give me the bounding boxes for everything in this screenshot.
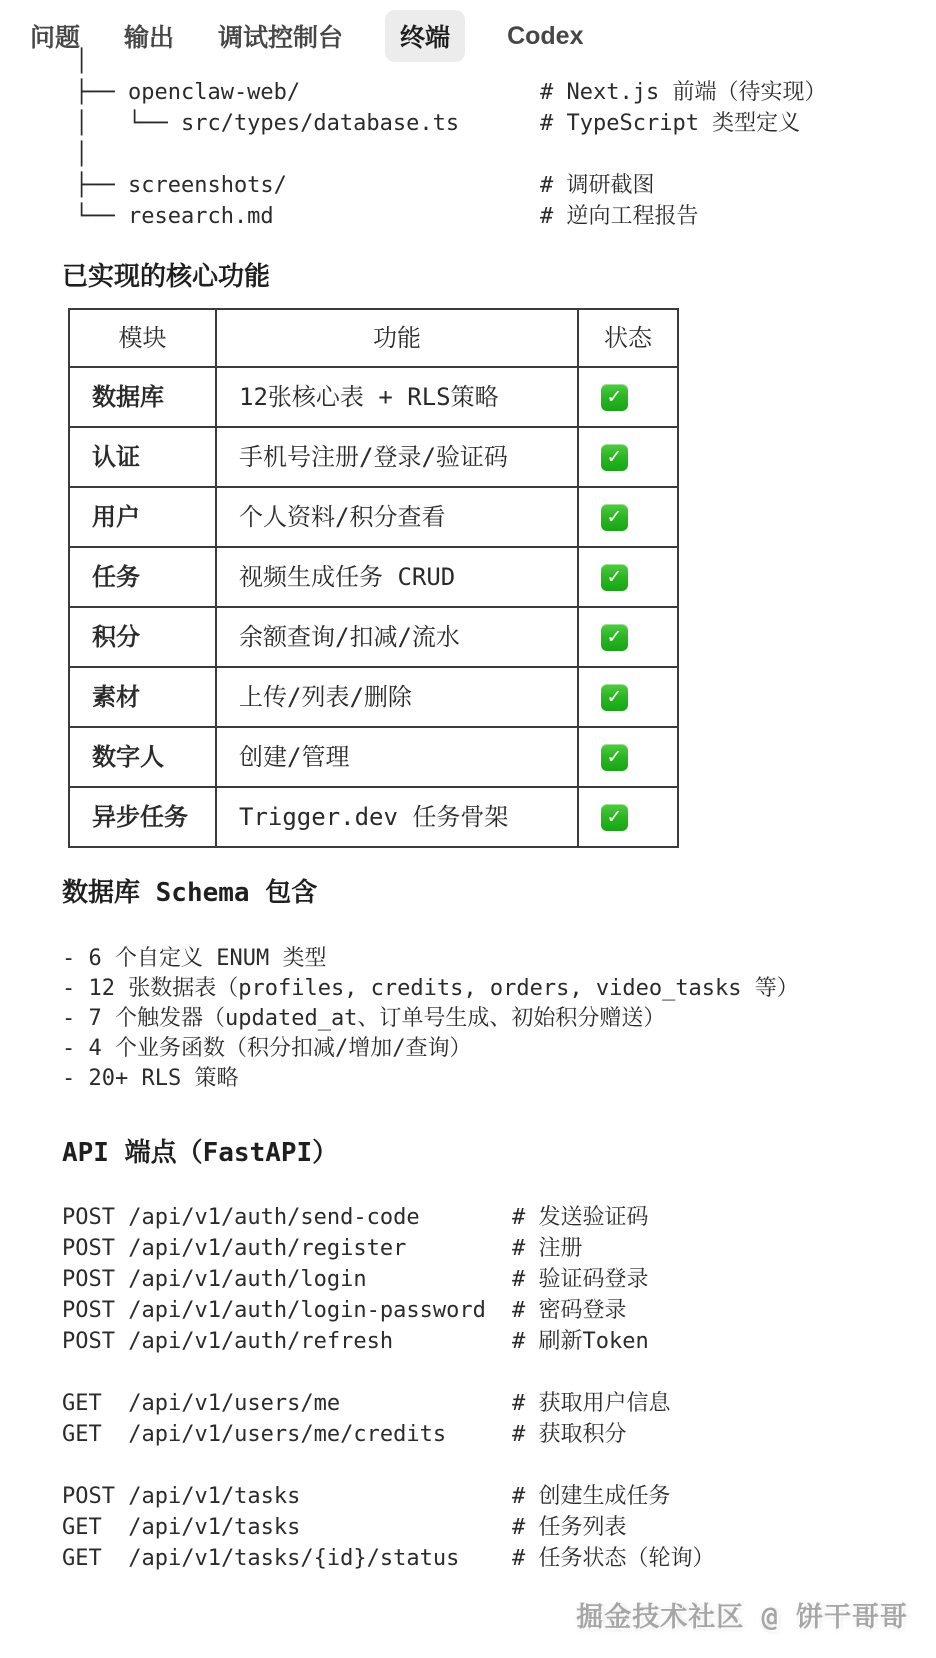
green-check-icon: ✓ xyxy=(601,384,628,411)
tab-debug-console[interactable]: 调试控制台 xyxy=(218,24,344,52)
api-comment: # 刷新Token xyxy=(512,1329,649,1354)
feature-cell: 手机号注册/登录/验证码 xyxy=(216,427,578,487)
tree-comment: # Next.js 前端（待实现） xyxy=(540,80,827,105)
module-cell: 异步任务 xyxy=(69,787,216,847)
directory-tree xyxy=(75,49,936,232)
tree-comment: # 逆向工程报告 xyxy=(540,204,699,229)
tab-terminal[interactable]: 终端 xyxy=(385,10,465,62)
table-row xyxy=(69,427,678,487)
feature-cell: 余额查询/扣减/流水 xyxy=(216,607,578,667)
bullet-line: - 7 个触发器（updated_at、订单号生成、初始积分赠送） xyxy=(62,1006,666,1031)
status-cell xyxy=(578,667,678,727)
features-table xyxy=(68,308,679,848)
module-cell: 用户 xyxy=(69,487,216,547)
feature-cell: 视频生成任务 CRUD xyxy=(216,547,578,607)
api-endpoint: GET /api/v1/users/me xyxy=(62,1391,341,1416)
status-cell xyxy=(578,727,678,787)
status-cell xyxy=(578,427,678,487)
tree-stub: │ xyxy=(75,49,89,74)
green-check-icon: ✓ xyxy=(601,624,628,651)
api-line xyxy=(62,1512,936,1543)
status-cell xyxy=(578,547,678,607)
tree-line xyxy=(75,77,936,108)
api-line xyxy=(62,1388,936,1419)
table-row xyxy=(69,487,678,547)
table-header-module: 模块 xyxy=(69,309,216,367)
schema-bullet-list xyxy=(62,944,936,1094)
table-row xyxy=(69,607,678,667)
api-endpoint: POST /api/v1/tasks xyxy=(62,1484,301,1509)
status-cell xyxy=(578,487,678,547)
module-cell: 数字人 xyxy=(69,727,216,787)
terminal-output[interactable] xyxy=(0,49,936,1574)
bullet-line: - 4 个业务函数（积分扣减/增加/查询） xyxy=(62,1036,472,1061)
api-comment: # 获取用户信息 xyxy=(512,1391,671,1416)
table-row xyxy=(69,787,678,847)
tab-codex[interactable]: Codex xyxy=(507,21,584,50)
status-cell xyxy=(578,787,678,847)
watermark: 掘金技术社区 @ 饼干哥哥 xyxy=(576,1602,908,1633)
tree-comment: # TypeScript 类型定义 xyxy=(540,111,801,136)
api-comment: # 发送验证码 xyxy=(512,1205,649,1230)
bullet-line: - 20+ RLS 策略 xyxy=(62,1066,239,1091)
green-check-icon: ✓ xyxy=(601,804,628,831)
status-cell xyxy=(578,367,678,427)
api-line xyxy=(62,1543,936,1574)
api-endpoint: POST /api/v1/auth/send-code xyxy=(62,1205,420,1230)
api-group-users xyxy=(62,1388,936,1450)
module-cell: 认证 xyxy=(69,427,216,487)
feature-cell: 个人资料/积分查看 xyxy=(216,487,578,547)
section-heading-schema: 数据库 Schema 包含 xyxy=(62,878,318,908)
table-row xyxy=(69,727,678,787)
api-endpoint: POST /api/v1/auth/refresh xyxy=(62,1329,394,1354)
table-row xyxy=(69,547,678,607)
module-cell: 任务 xyxy=(69,547,216,607)
api-endpoint: POST /api/v1/auth/register xyxy=(62,1236,407,1261)
tree-line xyxy=(75,170,936,201)
tree-comment: # 调研截图 xyxy=(540,173,655,198)
table-row xyxy=(69,367,678,427)
api-line xyxy=(62,1233,936,1264)
tree-line xyxy=(75,108,936,139)
status-cell xyxy=(578,607,678,667)
section-heading-api: API 端点（FastAPI） xyxy=(62,1138,339,1168)
module-cell: 数据库 xyxy=(69,367,216,427)
api-endpoint: POST /api/v1/auth/login xyxy=(62,1267,367,1292)
tab-problems[interactable]: 问题 xyxy=(30,24,81,52)
table-header-row xyxy=(69,309,678,367)
green-check-icon: ✓ xyxy=(601,504,628,531)
tab-output[interactable]: 输出 xyxy=(124,24,175,52)
bullet-line: - 6 个自定义 ENUM 类型 xyxy=(62,946,327,971)
feature-cell: 创建/管理 xyxy=(216,727,578,787)
green-check-icon: ✓ xyxy=(601,684,628,711)
api-group-tasks xyxy=(62,1481,936,1574)
api-comment: # 任务列表 xyxy=(512,1515,627,1540)
api-line xyxy=(62,1264,936,1295)
api-endpoint: GET /api/v1/tasks/{id}/status xyxy=(62,1546,460,1571)
tree-entry: │ └── src/types/database.ts xyxy=(75,111,460,136)
tree-entry: │ xyxy=(75,142,89,167)
feature-cell: Trigger.dev 任务骨架 xyxy=(216,787,578,847)
tree-entry: ├── openclaw-web/ xyxy=(75,80,301,105)
api-line xyxy=(62,1419,936,1450)
api-comment: # 获取积分 xyxy=(512,1422,627,1447)
table-header-feature: 功能 xyxy=(216,309,578,367)
tree-line xyxy=(75,201,936,232)
feature-cell: 上传/列表/删除 xyxy=(216,667,578,727)
api-comment: # 创建生成任务 xyxy=(512,1484,671,1509)
api-endpoint-list xyxy=(62,1202,936,1574)
api-line xyxy=(62,1326,936,1357)
api-endpoint: POST /api/v1/auth/login-password xyxy=(62,1298,486,1323)
module-cell: 素材 xyxy=(69,667,216,727)
table-row xyxy=(69,667,678,727)
api-line xyxy=(62,1202,936,1233)
api-line xyxy=(62,1481,936,1512)
feature-cell: 12张核心表 + RLS策略 xyxy=(216,367,578,427)
api-comment: # 任务状态（轮询） xyxy=(512,1546,715,1571)
api-endpoint: GET /api/v1/users/me/credits xyxy=(62,1422,447,1447)
green-check-icon: ✓ xyxy=(601,744,628,771)
api-line xyxy=(62,1295,936,1326)
tree-entry: ├── screenshots/ xyxy=(75,173,287,198)
section-heading-features: 已实现的核心功能 xyxy=(62,262,271,292)
api-comment: # 注册 xyxy=(512,1236,583,1261)
table-header-status: 状态 xyxy=(578,309,678,367)
bullet-line: - 12 张数据表（profiles, credits, orders, video_tasks 等） xyxy=(62,976,799,1001)
api-endpoint: GET /api/v1/tasks xyxy=(62,1515,301,1540)
tree-line xyxy=(75,139,936,170)
green-check-icon: ✓ xyxy=(601,564,628,591)
module-cell: 积分 xyxy=(69,607,216,667)
api-group-auth xyxy=(62,1202,936,1357)
green-check-icon: ✓ xyxy=(601,444,628,471)
api-comment: # 密码登录 xyxy=(512,1298,627,1323)
tree-entry: └── research.md xyxy=(75,204,274,229)
api-comment: # 验证码登录 xyxy=(512,1267,649,1292)
